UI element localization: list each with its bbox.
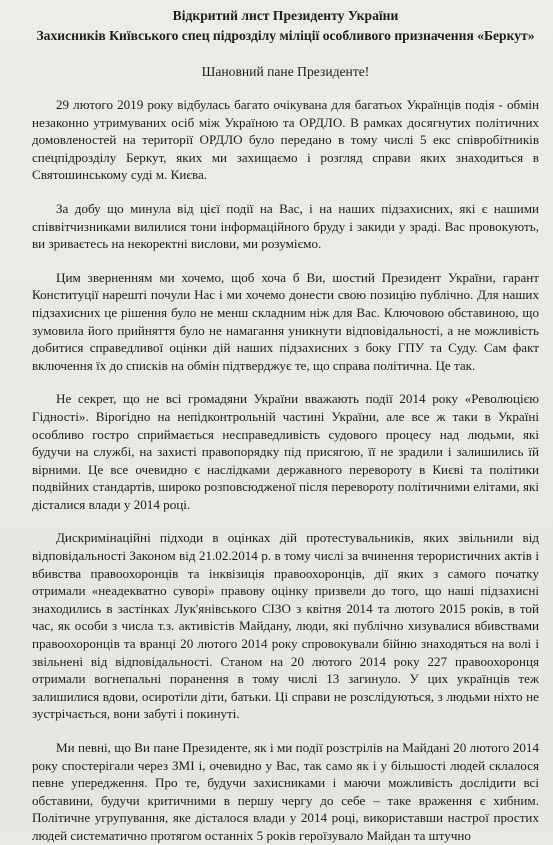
letter-paragraph: Ми певні, що Ви пане Президенте, як і ми події розстрілів на Майдані 20 лютого 2014 року спостерігали через ЗМІ і, очевидно у Вас, так само як і у більшості людей склалося певне упередження. Про те, будучи захисниками і маючи можливість дослідити всі обставини, будучи критичними в першу чергу до себе – таке враження є хибним. Політичне угрупування, яке дісталося влади у 2014 році, використавши настрої простих людей систематично протягом останніх 5 років героїзувало Майдан та штучно bbox=[32, 740, 539, 843]
letter-title: Відкритий лист Президенту України bbox=[172, 8, 399, 23]
letter-paragraph: За добу що минула від цієї події на Вас, і на наших підзахисних, які є нашими співвітчизниками вилилися тони інформаційного бруду і закиди у зраді. Вас провокують, ви зриваєтесь на некоректні вислови, ми розуміємо. bbox=[32, 200, 539, 252]
letter-subtitle: Захисників Київського спец підрозділу міліції особливого призначення «Беркут» bbox=[36, 28, 535, 43]
letter-paragraph: Цим зверненням ми хочемо, щоб хоча б Ви, шостий Президент України, гарант Конституції нарешті почули Нас і ми хочемо донести свою позицію публічно. Для наших підзахисних це рішення було не менш складним ніж для Вас. Ключовою обставиною, що зумовила його прийняття було не намагання уникнути відповідальності, а не можливість добитися справедливої оцінки дій наших підзахисних з боку ГПУ та Суду. Сам факт включення їх до списків на обмін підтверджує те, що справа політична. Це так. bbox=[32, 269, 539, 373]
letter-greeting: Шановний пане Президенте! bbox=[201, 64, 370, 79]
letter-paragraph: Не секрет, що не всі громадяни України вважають події 2014 року «Революцією Гідності». Вірогідно на непідконтрольній частині України, але все ж таки в Україні особливо гостро сприймається несправедливість судового процесу над людьми, які будучи на службі, на захисті правопорядку під присягою, її не зрадили і залишились їй вірними. Це все очевидно є наслідками державного перевороту в Києві та політики подвійних стандартів, широко розповсюдженої після перевороту політичними елітами, які дісталися влади у 2014 році. bbox=[32, 391, 539, 512]
letter-paragraph: 29 лютого 2019 року відбулась багато очікувана для багатьох Українців подія - обмін незаконно утримуваних осіб між Україною та ОРДЛО. В рамках досягнутих політичних домовленостей на території ОРДЛО було передано в тому числі 5 екс співробітників спецпідрозділу Беркут, яких ми захищаємо і розгляд справи яких знаходиться в Святошинському суді м. Києва. bbox=[32, 97, 539, 183]
letter-paragraph: Дискримінаційні підходи в оцінках дій протестувальників, яких звільнили від відповідальності Законом від 21.02.2014 р. в тому числі за вчинення терористичних актів і вбивства правоохоронців та інквізиція правоохоронців, дії яких з самого початку отримали «неадекватно суворі» правову оцінку призвели до того, що наші підзахисні знаходились в застінках Лук'янівського СІЗО з квітня 2014 та лютого 2015 років, в той час, як особи з числа т.з. активістів Майдану, люди, які публічно хизувалися вбивствами правоохоронців та вранці 20 лютого 2014 року спровокували бійню знаходяться на волі і звільнені від відповідальності. Станом на 20 лютого 2014 року 227 правоохоронця отримали вогнепальні поранення в тому числі 13 загинуло. У цих українців теж залишилися вдови, осиротіли діти, батьки. Ці справи не розслідуються, з людьми ніхто не зустрічається, вони забуті і покинуті. bbox=[32, 530, 539, 722]
